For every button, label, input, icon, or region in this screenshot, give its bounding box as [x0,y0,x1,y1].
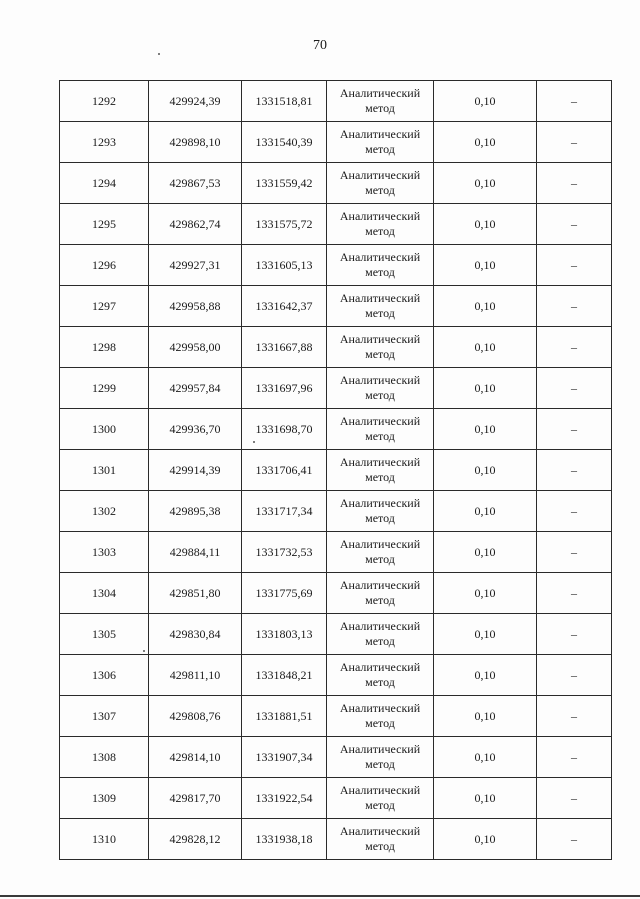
y-coordinate-cell: 1331667,88 [242,327,327,368]
point-number-cell: 1292 [60,81,149,122]
table-row [60,573,612,614]
table-row [60,122,612,163]
x-coordinate-cell: 429817,70 [149,778,242,819]
error-cell: 0,10 [434,204,537,245]
method-text: Аналитический метод [339,168,421,197]
error-cell: 0,10 [434,327,537,368]
note-cell: – [537,573,612,614]
x-coordinate-cell: 429898,10 [149,122,242,163]
y-coordinate-cell: 1331907,34 [242,737,327,778]
x-coordinate-cell: 429851,80 [149,573,242,614]
error-cell: 0,10 [434,409,537,450]
method-cell [327,614,434,655]
table-row [60,81,612,122]
note-cell: – [537,122,612,163]
note-cell: – [537,614,612,655]
y-coordinate-cell: 1331803,13 [242,614,327,655]
method-text: Аналитический метод [339,824,421,853]
point-number-cell: 1308 [60,737,149,778]
method-text: Аналитический метод [339,701,421,730]
note-cell: – [537,491,612,532]
table-row [60,327,612,368]
x-coordinate-cell: 429936,70 [149,409,242,450]
note-cell: – [537,778,612,819]
table-row [60,819,612,860]
point-number-cell: 1301 [60,450,149,491]
error-cell: 0,10 [434,614,537,655]
x-coordinate-cell: 429867,53 [149,163,242,204]
point-number-cell: 1302 [60,491,149,532]
note-cell: – [537,245,612,286]
method-cell [327,491,434,532]
table-row [60,204,612,245]
x-coordinate-cell: 429811,10 [149,655,242,696]
page-number: 70 [313,38,327,53]
note-cell: – [537,450,612,491]
error-cell: 0,10 [434,245,537,286]
table-row [60,614,612,655]
method-cell [327,327,434,368]
note-cell: – [537,81,612,122]
point-number-cell: 1296 [60,245,149,286]
error-cell: 0,10 [434,286,537,327]
method-text: Аналитический метод [339,537,421,566]
point-number-cell: 1305 [60,614,149,655]
table-row [60,368,612,409]
method-cell [327,245,434,286]
table-row [60,163,612,204]
y-coordinate-cell: 1331540,39 [242,122,327,163]
method-text: Аналитический метод [339,742,421,771]
method-text: Аналитический метод [339,332,421,361]
method-text: Аналитический метод [339,414,421,443]
method-cell [327,409,434,450]
note-cell: – [537,368,612,409]
method-text: Аналитический метод [339,250,421,279]
point-number-cell: 1295 [60,204,149,245]
point-number-cell: 1294 [60,163,149,204]
method-cell [327,573,434,614]
y-coordinate-cell: 1331518,81 [242,81,327,122]
method-cell [327,819,434,860]
y-coordinate-cell: 1331732,53 [242,532,327,573]
x-coordinate-cell: 429914,39 [149,450,242,491]
table-row [60,450,612,491]
note-cell: – [537,819,612,860]
point-number-cell: 1299 [60,368,149,409]
x-coordinate-cell: 429830,84 [149,614,242,655]
method-cell [327,737,434,778]
y-coordinate-cell: 1331938,18 [242,819,327,860]
x-coordinate-cell: 429927,31 [149,245,242,286]
point-number-cell: 1297 [60,286,149,327]
error-cell: 0,10 [434,81,537,122]
y-coordinate-cell: 1331922,54 [242,778,327,819]
point-number-cell: 1306 [60,655,149,696]
method-text: Аналитический метод [339,209,421,238]
x-coordinate-cell: 429895,38 [149,491,242,532]
table-row [60,286,612,327]
point-number-cell: 1300 [60,409,149,450]
y-coordinate-cell: 1331697,96 [242,368,327,409]
note-cell: – [537,204,612,245]
method-text: Аналитический метод [339,783,421,812]
x-coordinate-cell: 429957,84 [149,368,242,409]
point-number-cell: 1307 [60,696,149,737]
method-cell [327,655,434,696]
method-cell [327,122,434,163]
y-coordinate-cell: 1331575,72 [242,204,327,245]
note-cell: – [537,532,612,573]
coordinates-table [59,80,612,860]
note-cell: – [537,286,612,327]
x-coordinate-cell: 429808,76 [149,696,242,737]
error-cell: 0,10 [434,450,537,491]
point-number-cell: 1304 [60,573,149,614]
method-cell [327,163,434,204]
table-row [60,696,612,737]
x-coordinate-cell: 429958,00 [149,327,242,368]
scan-speck [158,53,160,55]
error-cell: 0,10 [434,778,537,819]
x-coordinate-cell: 429924,39 [149,81,242,122]
error-cell: 0,10 [434,163,537,204]
note-cell: – [537,327,612,368]
x-coordinate-cell: 429884,11 [149,532,242,573]
method-text: Аналитический метод [339,578,421,607]
method-cell [327,450,434,491]
note-cell: – [537,163,612,204]
point-number-cell: 1293 [60,122,149,163]
method-cell [327,81,434,122]
method-cell [327,532,434,573]
table-row [60,778,612,819]
y-coordinate-cell: 1331848,21 [242,655,327,696]
y-coordinate-cell: 1331698,70 [242,409,327,450]
y-coordinate-cell: 1331881,51 [242,696,327,737]
error-cell: 0,10 [434,573,537,614]
coordinates-table-body [60,81,612,860]
method-text: Аналитический метод [339,619,421,648]
point-number-cell: 1303 [60,532,149,573]
method-text: Аналитический метод [339,127,421,156]
method-text: Аналитический метод [339,455,421,484]
error-cell: 0,10 [434,819,537,860]
method-text: Аналитический метод [339,291,421,320]
method-cell [327,368,434,409]
y-coordinate-cell: 1331605,13 [242,245,327,286]
error-cell: 0,10 [434,368,537,409]
method-cell [327,778,434,819]
method-cell [327,204,434,245]
error-cell: 0,10 [434,122,537,163]
error-cell: 0,10 [434,655,537,696]
error-cell: 0,10 [434,532,537,573]
table-row [60,737,612,778]
point-number-cell: 1309 [60,778,149,819]
table-row [60,655,612,696]
x-coordinate-cell: 429828,12 [149,819,242,860]
scan-edge-line [0,895,640,897]
x-coordinate-cell: 429814,10 [149,737,242,778]
y-coordinate-cell: 1331559,42 [242,163,327,204]
error-cell: 0,10 [434,491,537,532]
method-text: Аналитический метод [339,660,421,689]
method-text: Аналитический метод [339,496,421,525]
x-coordinate-cell: 429862,74 [149,204,242,245]
note-cell: – [537,737,612,778]
method-text: Аналитический метод [339,373,421,402]
table-row [60,532,612,573]
point-number-cell: 1298 [60,327,149,368]
table-row [60,409,612,450]
y-coordinate-cell: 1331717,34 [242,491,327,532]
method-text: Аналитический метод [339,86,421,115]
method-cell [327,696,434,737]
x-coordinate-cell: 429958,88 [149,286,242,327]
method-cell [327,286,434,327]
point-number-cell: 1310 [60,819,149,860]
note-cell: – [537,655,612,696]
note-cell: – [537,696,612,737]
error-cell: 0,10 [434,696,537,737]
y-coordinate-cell: 1331642,37 [242,286,327,327]
table-row [60,491,612,532]
note-cell: – [537,409,612,450]
table-row [60,245,612,286]
y-coordinate-cell: 1331706,41 [242,450,327,491]
y-coordinate-cell: 1331775,69 [242,573,327,614]
error-cell: 0,10 [434,737,537,778]
